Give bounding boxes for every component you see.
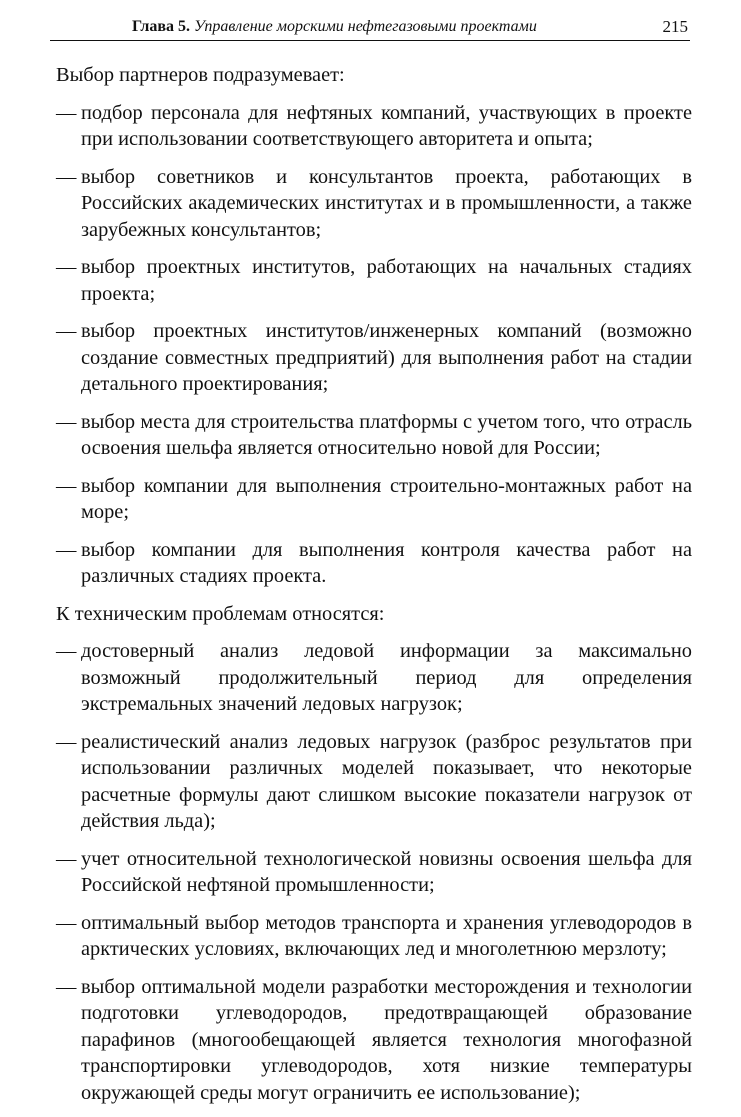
list-item-text: достоверный анализ ледовой информации за максимально возможный продолжительный период для определения экстремальных значений ледовых нагрузок; bbox=[81, 640, 692, 715]
list-dash: — bbox=[56, 101, 77, 124]
list-item bbox=[56, 473, 692, 526]
list-item-text: выбор оптимальной модели разработки месторождения и технологии подготовки углеводородов, предотвращающей образование парафинов (многообещающей является технология многофазной транспортировки углеводородов, хотя низкие температуры окружающей среды могут ограничить ее использование); bbox=[81, 975, 692, 1104]
list-dash: — bbox=[56, 165, 77, 188]
technical-problems-lead: К техническим проблемам относятся: bbox=[56, 602, 385, 625]
list-dash: — bbox=[56, 975, 77, 998]
list-item bbox=[56, 164, 692, 244]
list-item-text: подбор персонала для нефтяных компаний, участвующих в проекте при использовании соответствующего авторитета и опыта; bbox=[81, 101, 692, 150]
list-item bbox=[56, 910, 692, 963]
running-header bbox=[50, 16, 690, 41]
list-item-text: выбор компании для выполнения строительно-монтажных работ на море; bbox=[81, 474, 692, 523]
list-item bbox=[56, 846, 692, 899]
list-item-text: выбор места для строительства платформы с учетом того, что отрасль освоения шельфа является относительно новой для России; bbox=[81, 410, 692, 459]
partners-section bbox=[56, 62, 692, 590]
list-item bbox=[56, 254, 692, 307]
page-number: 215 bbox=[662, 17, 688, 36]
list-item bbox=[56, 100, 692, 153]
chapter-heading bbox=[132, 16, 537, 38]
chapter-title: Управление морскими нефтегазовыми проектами bbox=[194, 18, 537, 35]
body-text bbox=[56, 62, 692, 1117]
list-dash: — bbox=[56, 911, 77, 934]
list-dash: — bbox=[56, 847, 77, 870]
list-item-text: оптимальный выбор методов транспорта и хранения углеводородов в арктических условиях, включающих лед и многолетнюю мерзлоту; bbox=[81, 911, 692, 960]
list-item bbox=[56, 729, 692, 835]
list-item bbox=[56, 318, 692, 398]
list-item bbox=[56, 537, 692, 590]
list-item-text: реалистический анализ ледовых нагрузок (разброс результатов при использовании различных моделей показывает, что некоторые расчетные формулы дают слишком высокие показатели нагрузок от действия льда); bbox=[81, 730, 692, 832]
list-item-text: учет относительной технологической новизны освоения шельфа для Российской нефтяной промышленности; bbox=[81, 847, 692, 896]
list-item-text: выбор советников и консультантов проекта, работающих в Российских академических институтах и в промышленности, а также зарубежных консультантов; bbox=[81, 165, 692, 241]
list-dash: — bbox=[56, 474, 77, 497]
list-item bbox=[56, 638, 692, 718]
list-item-text: выбор проектных институтов, работающих на начальных стадиях проекта; bbox=[81, 256, 692, 305]
list-dash: — bbox=[56, 538, 77, 561]
chapter-label: Глава 5. bbox=[132, 18, 190, 35]
list-item bbox=[56, 974, 692, 1107]
list-item bbox=[56, 409, 692, 462]
list-dash: — bbox=[56, 410, 77, 433]
list-dash: — bbox=[56, 640, 77, 662]
list-dash: — bbox=[56, 320, 77, 342]
partners-lead: Выбор партнеров подразумевает: bbox=[56, 64, 345, 86]
list-item-text: выбор проектных институтов/инженерных компаний (возможно создание совместных предприятий) для выполнения работ на стадии детального проектирования; bbox=[81, 320, 692, 395]
technical-problems-section bbox=[56, 601, 692, 1107]
list-dash: — bbox=[56, 730, 77, 753]
list-dash: — bbox=[56, 256, 77, 278]
list-item-text: выбор компании для выполнения контроля качества работ на различных стадиях проекта. bbox=[81, 538, 692, 587]
